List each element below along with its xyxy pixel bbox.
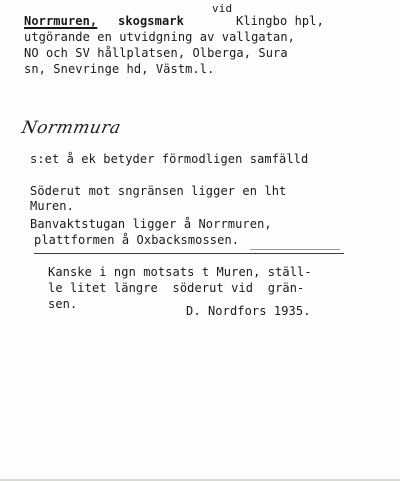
note-line-2b: Muren. — [30, 199, 74, 213]
inserted-word: vid — [212, 2, 233, 15]
header-line-2: utgörande en utvidgning av vallgatan, — [24, 30, 296, 44]
note-line-4a: Kanske i ngn motsats t Muren, ställ- — [48, 265, 312, 279]
note-line-2a: Söderut mot sngränsen ligger en lht — [30, 184, 287, 198]
place-reference: Klingbo hpl, — [236, 14, 324, 28]
note-line-4c: sen. — [48, 297, 78, 311]
header-line-4: sn, Snevringe hd, Västm.l. — [24, 62, 215, 76]
note-line-1: s:et å ek betyder förmodligen samfälld — [30, 152, 309, 166]
note-line-3a: Banvaktstugan ligger å Norrmuren, — [30, 217, 272, 231]
separator-rule-faint — [250, 249, 340, 250]
header-line-3: NO och SV hållplatsen, Olberga, Sura — [24, 46, 288, 60]
handwritten-title: Normmura — [19, 118, 123, 138]
place-type: skogsmark — [118, 14, 184, 28]
note-line-4b: le litet längre söderut vid grän- — [48, 281, 305, 295]
place-name: Norrmuren, — [24, 14, 98, 28]
separator-rule — [34, 253, 344, 254]
note-line-3b: plattformen å Oxbacksmossen. — [34, 233, 240, 247]
signature: D. Nordfors 1935. — [186, 304, 311, 318]
